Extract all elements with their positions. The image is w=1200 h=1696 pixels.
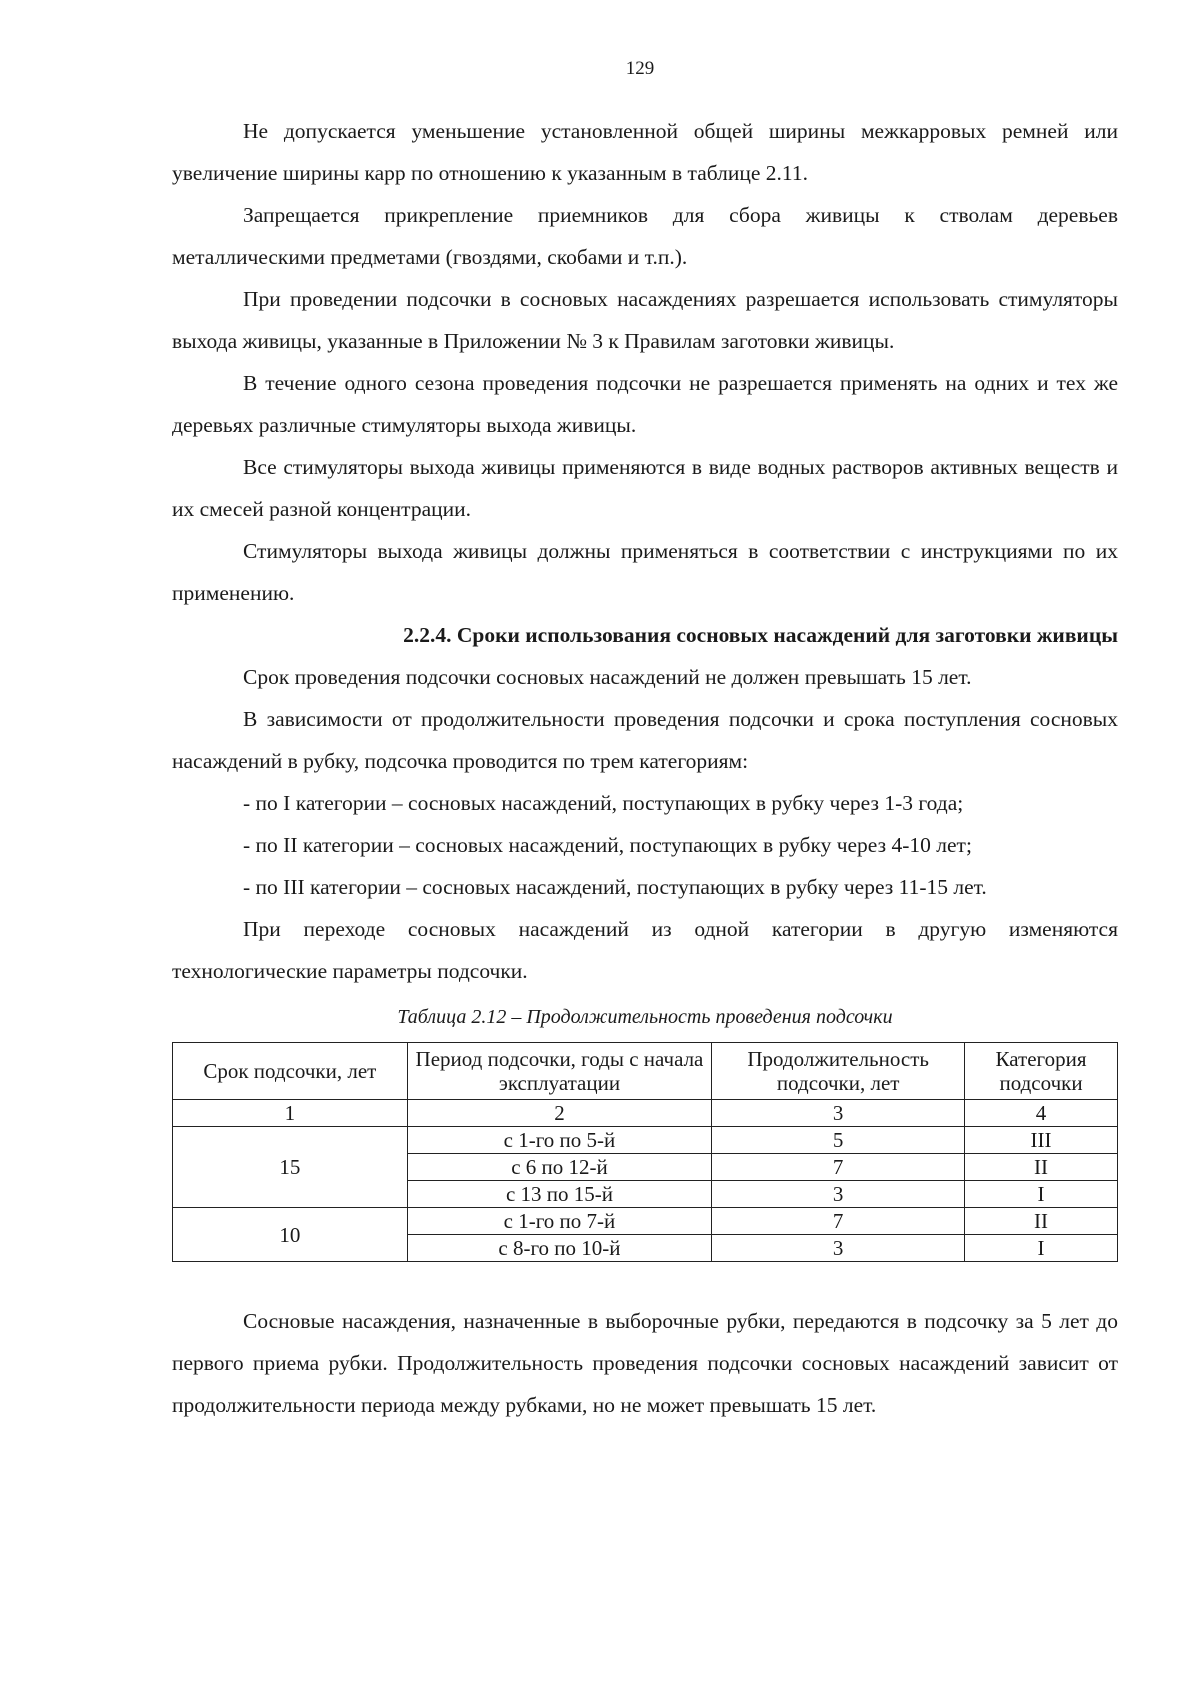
list-item: - по I категории – сосновых насаждений, поступающих в рубку через 1-3 года;: [243, 791, 964, 815]
table-cell: с 8-го по 10-й: [407, 1235, 712, 1262]
paragraph: При переходе сосновых насаждений из одной категории в другую изменяются технологические параметры подсочки.: [172, 917, 1118, 983]
section-heading: 2.2.4. Сроки использования сосновых насаждений для заготовки живицы: [403, 623, 1118, 647]
table-cell: с 1-го по 5-й: [407, 1127, 712, 1154]
table-cell: II: [965, 1154, 1118, 1181]
list-item: - по III категории – сосновых насаждений, поступающих в рубку через 11-15 лет.: [243, 875, 987, 899]
page-number: 129: [625, 58, 655, 79]
paragraph: При проведении подсочки в сосновых насаждениях разрешается использовать стимуляторы выхода живицы, указанные в Приложении № 3 к Правилам заготовки живицы.: [172, 287, 1118, 353]
table-header-cell: Срок подсочки, лет: [173, 1043, 408, 1100]
paragraph: Сосновые насаждения, назначенные в выборочные рубки, передаются в подсочку за 5 лет до первого приема рубки. Продолжительность проведения подсочки сосновых насаждений зависит от продолжительности периода между рубками, но не может превышать 15 лет.: [172, 1309, 1118, 1417]
table-cell-term: 10: [173, 1208, 408, 1262]
table-caption: Таблица 2.12 – Продолжительность проведения подсочки: [397, 1006, 893, 1028]
table-cell: 2: [407, 1100, 712, 1127]
list-item: - по II категории – сосновых насаждений, поступающих в рубку через 4-10 лет;: [243, 833, 972, 857]
table-cell: 7: [712, 1208, 965, 1235]
table-header-row: [173, 1043, 1118, 1100]
body-text-top: [172, 110, 1118, 992]
table-cell: I: [965, 1235, 1118, 1262]
paragraph: Не допускается уменьшение установленной общей ширины межкарровых ремней или увеличение ширины карр по отношению к указанным в таблице 2.11.: [172, 119, 1118, 185]
table-cell-term: 15: [173, 1127, 408, 1208]
table-cell: I: [965, 1181, 1118, 1208]
table-cell: с 6 по 12-й: [407, 1154, 712, 1181]
table-column-numbers-row: [173, 1100, 1118, 1127]
table-row: [173, 1127, 1118, 1154]
duration-table: [172, 1042, 1118, 1262]
table-cell: 3: [712, 1181, 965, 1208]
paragraph: Срок проведения подсочки сосновых насаждений не должен превышать 15 лет.: [243, 665, 972, 689]
body-text-bottom: [172, 1300, 1118, 1426]
table-cell: с 1-го по 7-й: [407, 1208, 712, 1235]
table-cell: 7: [712, 1154, 965, 1181]
table-header-cell: Период подсочки, годы с начала эксплуатации: [407, 1043, 712, 1100]
table-row: [173, 1208, 1118, 1235]
table-cell: II: [965, 1208, 1118, 1235]
table-cell: 3: [712, 1100, 965, 1127]
paragraph: В течение одного сезона проведения подсочки не разрешается применять на одних и тех же деревьях различные стимуляторы выхода живицы.: [172, 371, 1118, 437]
paragraph: Запрещается прикрепление приемников для сбора живицы к стволам деревьев металлическими предметами (гвоздями, скобами и т.п.).: [172, 203, 1118, 269]
table-header-cell: Категория подсочки: [965, 1043, 1118, 1100]
table-cell: 4: [965, 1100, 1118, 1127]
table-cell: 1: [173, 1100, 408, 1127]
table-cell: 3: [712, 1235, 965, 1262]
table-cell: с 13 по 15-й: [407, 1181, 712, 1208]
table-cell: 5: [712, 1127, 965, 1154]
table-header-cell: Продолжительность подсочки, лет: [712, 1043, 965, 1100]
paragraph: Стимуляторы выхода живицы должны применяться в соответствии с инструкциями по их применению.: [172, 539, 1118, 605]
table-cell: III: [965, 1127, 1118, 1154]
paragraph: Все стимуляторы выхода живицы применяются в виде водных растворов активных веществ и их смесей разной концентрации.: [172, 455, 1118, 521]
paragraph: В зависимости от продолжительности проведения подсочки и срока поступления сосновых насаждений в рубку, подсочка проводится по трем категориям:: [172, 707, 1118, 773]
